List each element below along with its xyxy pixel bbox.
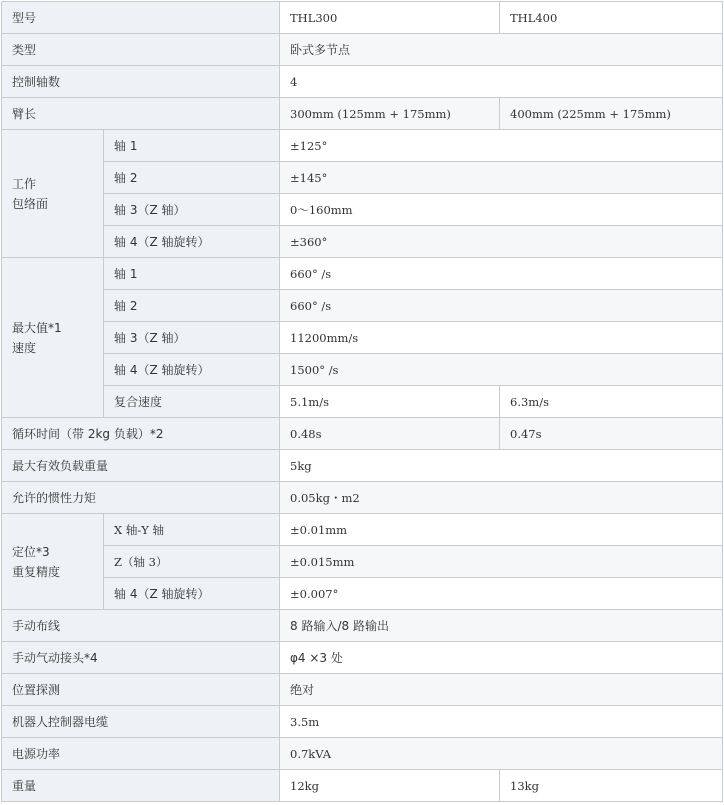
value-position: 绝对: [280, 674, 723, 706]
label-max-speed-line2: 速度: [12, 340, 37, 355]
label-axes: 控制轴数: [2, 66, 280, 98]
speed-axis-value: 11200mm/s: [280, 322, 723, 354]
label-repeatability-line1: 定位*3: [12, 544, 50, 559]
label-max-speed-line1: 最大值*1: [12, 320, 62, 335]
row-envelope-axis3: [2, 194, 723, 226]
value-inertia: 0.05kg・m2: [280, 482, 723, 514]
value-arm-thl300: 300mm (125mm + 175mm): [280, 98, 500, 130]
label-work-envelope: [2, 130, 104, 258]
cycle-time-thl300: 0.48s: [280, 418, 500, 450]
label-power: 电源功率: [2, 738, 280, 770]
speed-axis-label: 轴 4（Z 轴旋转）: [104, 354, 280, 386]
row-repeat-axis4: [2, 578, 723, 610]
row-position: [2, 674, 723, 706]
cycle-time-thl400: 0.47s: [500, 418, 723, 450]
composite-speed-label: 复合速度: [104, 386, 280, 418]
label-work-envelope-line1: 工作: [12, 176, 37, 191]
spec-table: [1, 1, 723, 802]
row-inertia: [2, 482, 723, 514]
envelope-axis-value: 0～160mm: [280, 194, 723, 226]
label-type: 类型: [2, 34, 280, 66]
envelope-axis-value: ±125°: [280, 130, 723, 162]
value-pneumatic: φ4 ×3 处: [280, 642, 723, 674]
speed-axis-value: 660° /s: [280, 258, 723, 290]
row-envelope-axis4: [2, 226, 723, 258]
row-weight: [2, 770, 723, 802]
repeat-axis-value: ±0.015mm: [280, 546, 723, 578]
value-arm-thl400: 400mm (225mm + 175mm): [500, 98, 723, 130]
row-cable: [2, 706, 723, 738]
repeat-axis-value: ±0.007°: [280, 578, 723, 610]
repeat-axis-value: ±0.01mm: [280, 514, 723, 546]
label-position: 位置探测: [2, 674, 280, 706]
row-speed-axis4: [2, 354, 723, 386]
weight-thl300: 12kg: [280, 770, 500, 802]
row-envelope-axis1: [2, 130, 723, 162]
envelope-axis-label: 轴 3（Z 轴）: [104, 194, 280, 226]
envelope-axis-label: 轴 1: [104, 130, 280, 162]
row-arm: [2, 98, 723, 130]
speed-axis-label: 轴 1: [104, 258, 280, 290]
row-speed-axis1: [2, 258, 723, 290]
label-arm: 臂长: [2, 98, 280, 130]
label-repeatability-line2: 重复精度: [12, 564, 61, 579]
composite-speed-thl400: 6.3m/s: [500, 386, 723, 418]
speed-axis-value: 660° /s: [280, 290, 723, 322]
row-max-payload: [2, 450, 723, 482]
row-pneumatic: [2, 642, 723, 674]
composite-speed-thl300: 5.1m/s: [280, 386, 500, 418]
row-speed-axis2: [2, 290, 723, 322]
value-thl400: THL400: [500, 2, 723, 34]
value-axes: 4: [280, 66, 723, 98]
row-envelope-axis2: [2, 162, 723, 194]
row-speed-axis3: [2, 322, 723, 354]
value-power: 0.7kVA: [280, 738, 723, 770]
value-thl300: THL300: [280, 2, 500, 34]
label-weight: 重量: [2, 770, 280, 802]
row-repeat-z: [2, 546, 723, 578]
label-inertia: 允许的惯性力矩: [2, 482, 280, 514]
speed-axis-label: 轴 3（Z 轴）: [104, 322, 280, 354]
label-max-speed: [2, 258, 104, 418]
envelope-axis-label: 轴 2: [104, 162, 280, 194]
repeat-axis-label: X 轴-Y 轴: [104, 514, 280, 546]
label-work-envelope-line2: 包络面: [12, 196, 49, 211]
envelope-axis-value: ±360°: [280, 226, 723, 258]
row-axes: [2, 66, 723, 98]
weight-thl400: 13kg: [500, 770, 723, 802]
row-repeat-xy: [2, 514, 723, 546]
label-model: 型号: [2, 2, 280, 34]
row-cycle-time: [2, 418, 723, 450]
label-pneumatic: 手动气动接头*4: [2, 642, 280, 674]
label-repeatability: [2, 514, 104, 610]
value-max-payload: 5kg: [280, 450, 723, 482]
label-cycle-time: 循环时间（带 2kg 负载）*2: [2, 418, 280, 450]
speed-axis-value: 1500° /s: [280, 354, 723, 386]
value-type: 卧式多节点: [280, 34, 723, 66]
value-wiring: 8 路输入/8 路输出: [280, 610, 723, 642]
label-max-payload: 最大有效负载重量: [2, 450, 280, 482]
repeat-axis-label: Z（轴 3）: [104, 546, 280, 578]
row-speed-composite: [2, 386, 723, 418]
row-type: [2, 34, 723, 66]
label-cable: 机器人控制器电缆: [2, 706, 280, 738]
row-wiring: [2, 610, 723, 642]
repeat-axis-label: 轴 4（Z 轴旋转）: [104, 578, 280, 610]
envelope-axis-label: 轴 4（Z 轴旋转）: [104, 226, 280, 258]
speed-axis-label: 轴 2: [104, 290, 280, 322]
envelope-axis-value: ±145°: [280, 162, 723, 194]
label-wiring: 手动布线: [2, 610, 280, 642]
row-model: [2, 2, 723, 34]
value-cable: 3.5m: [280, 706, 723, 738]
row-power: [2, 738, 723, 770]
